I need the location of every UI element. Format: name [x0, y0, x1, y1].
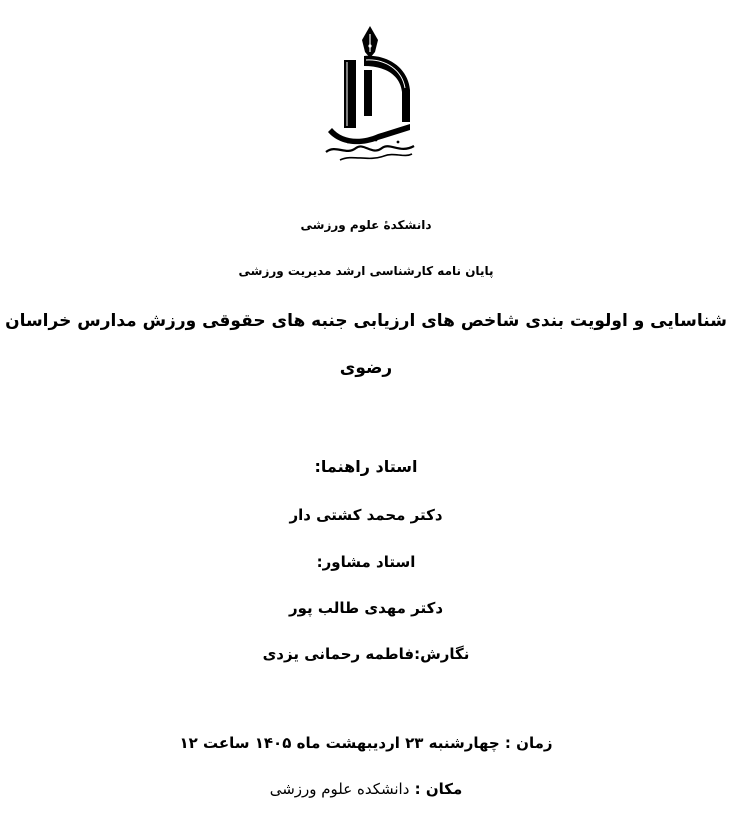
thesis-title-line-2: رضوی [339, 358, 393, 378]
advisor-name: دکتر مهدی طالب پور [288, 599, 444, 617]
place-value: دانشکده علوم ورزشی [269, 780, 410, 798]
faculty-name: دانشکدهٔ علوم ورزشی [300, 218, 432, 232]
supervisor-label: استاد راهنما: [314, 457, 418, 476]
place-label: مکان : [414, 780, 463, 798]
university-logo [318, 24, 422, 164]
defense-time: زمان : چهارشنبه ۲۳ اردیبهشت ماه ۱۴۰۵ ساعت ۱۲ [179, 734, 553, 752]
thesis-type: پایان نامه کارشناسی ارشد مدیریت ورزشی [238, 264, 494, 278]
supervisor-name: دکتر محمد کشتی دار [289, 506, 443, 524]
advisor-label: استاد مشاور: [316, 553, 416, 571]
author-line: نگارش:فاطمه رحمانی یزدی [262, 645, 470, 663]
defense-place [0, 780, 732, 798]
thesis-title-line-1: شناسایی و اولویت بندی شاخص های ارزیابی جنبه های حقوقی ورزش مدارس خراسان [5, 311, 727, 331]
